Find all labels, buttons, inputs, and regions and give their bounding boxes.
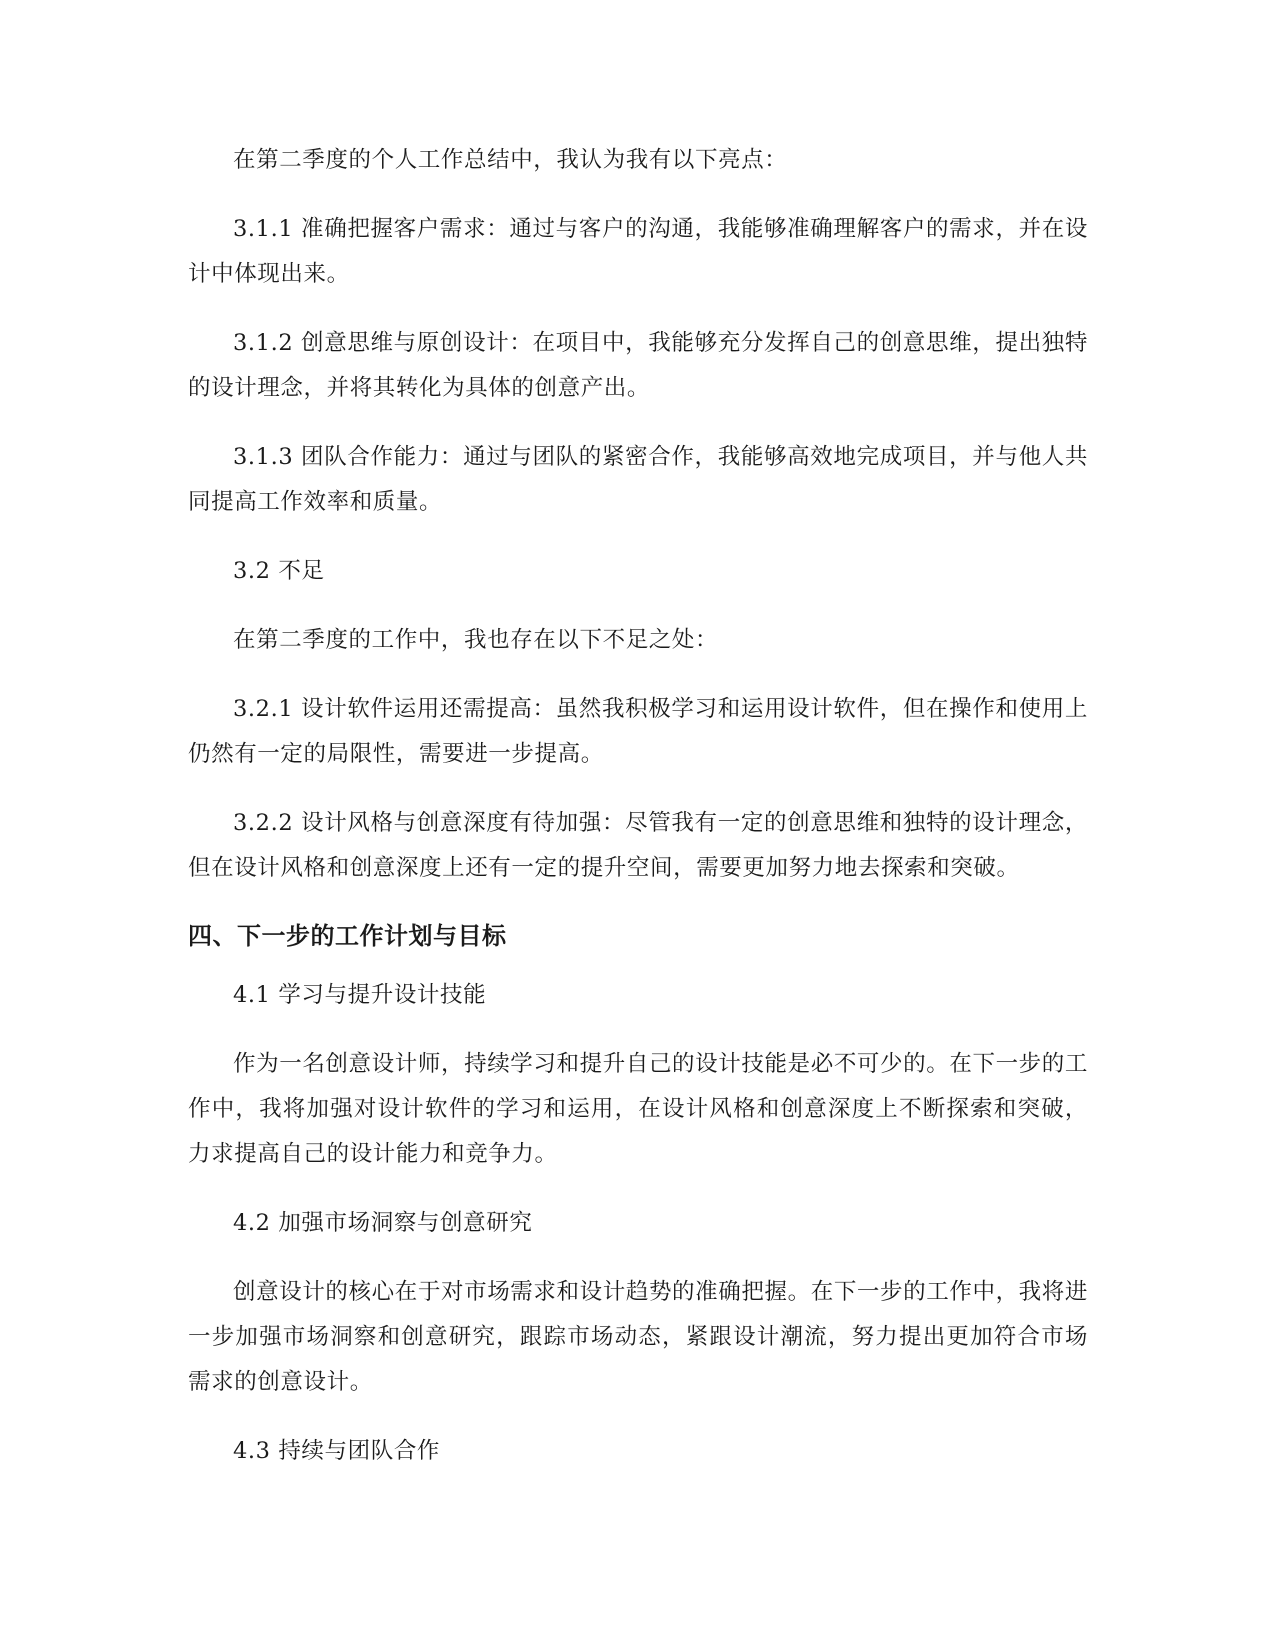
- subheading-3-2: 3.2 不足: [233, 558, 325, 584]
- intro-shortcomings-paragraph: 在第二季度的工作中，我也存在以下不足之处：: [233, 627, 719, 653]
- item-3-1-1-paragraph: 3.1.1 准确把握客户需求：通过与客户的沟通，我能够准确理解客户的需求，并在设计中体现出来。: [188, 216, 1088, 287]
- subheading-4-2: 4.2 加强市场洞察与创意研究: [233, 1210, 533, 1236]
- section-4-heading: 四、下一步的工作计划与目标: [188, 922, 507, 950]
- section-4-1-paragraph: 作为一名创意设计师，持续学习和提升自己的设计技能是必不可少的。在下一步的工作中，我将加强对设计软件的学习和运用，在设计风格和创意深度上不断探索和突破，力求提高自己的设计能力和竞争力。: [188, 1051, 1088, 1167]
- document-body: [188, 138, 1088, 1498]
- item-3-1-3-paragraph: 3.1.3 团队合作能力：通过与团队的紧密合作，我能够高效地完成项目，并与他人共同提高工作效率和质量。: [188, 444, 1088, 515]
- subheading-4-3: 4.3 持续与团队合作: [233, 1438, 441, 1464]
- item-3-1-2-paragraph: 3.1.2 创意思维与原创设计：在项目中，我能够充分发挥自己的创意思维，提出独特的设计理念，并将其转化为具体的创意产出。: [188, 330, 1088, 401]
- subheading-4-1: 4.1 学习与提升设计技能: [233, 982, 487, 1008]
- item-3-2-2-paragraph: 3.2.2 设计风格与创意深度有待加强：尽管我有一定的创意思维和独特的设计理念，但在设计风格和创意深度上还有一定的提升空间，需要更加努力地去探索和突破。: [188, 810, 1088, 881]
- intro-highlights-paragraph: 在第二季度的个人工作总结中，我认为我有以下亮点：: [233, 147, 788, 173]
- item-3-2-1-paragraph: 3.2.1 设计软件运用还需提高：虽然我积极学习和运用设计软件，但在操作和使用上仍然有一定的局限性，需要进一步提高。: [188, 696, 1088, 767]
- section-4-2-paragraph: 创意设计的核心在于对市场需求和设计趋势的准确把握。在下一步的工作中，我将进一步加强市场洞察和创意研究，跟踪市场动态，紧跟设计潮流，努力提出更加符合市场需求的创意设计。: [188, 1279, 1088, 1395]
